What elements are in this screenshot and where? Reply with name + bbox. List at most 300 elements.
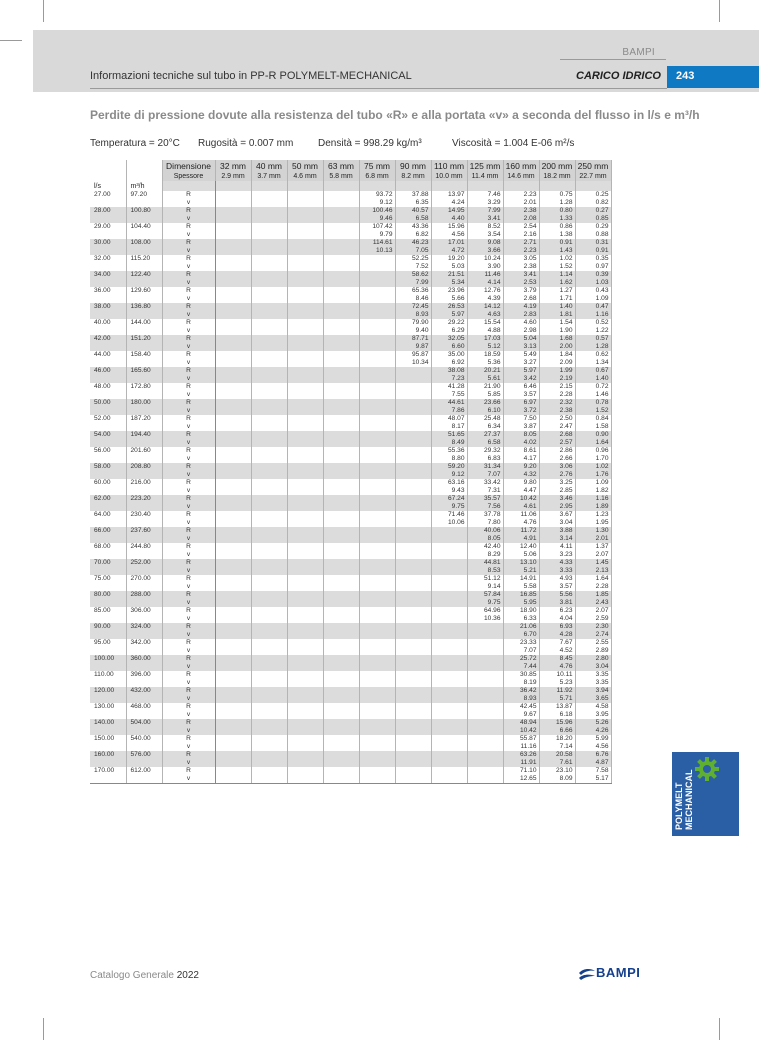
value-cell [359,287,395,295]
value-cell: 6.76 [575,751,611,759]
value-cell: 4.93 [539,575,575,583]
table-row [90,679,611,687]
velocity-label: v [162,263,215,271]
value-cell [359,679,395,687]
value-cell [359,319,395,327]
flow-ls-cell [90,519,126,527]
value-cell: 2.83 [503,311,539,319]
resistance-label: R [162,319,215,327]
value-cell: 21.06 [503,623,539,631]
flow-ls-cell [90,295,126,303]
value-cell: 6.34 [467,423,503,431]
value-cell [251,359,287,367]
value-cell [431,679,467,687]
value-cell [323,295,359,303]
table-row [90,663,611,671]
value-cell: 0.91 [539,239,575,247]
value-cell: 3.42 [503,375,539,383]
value-cell [251,407,287,415]
value-cell: 41.28 [431,383,467,391]
header-section: CARICO IDRICO [576,70,661,82]
thickness-header-row [90,171,611,181]
value-cell [215,215,251,223]
value-cell [323,671,359,679]
value-cell [287,591,323,599]
flow-ls-cell [90,487,126,495]
flow-m3h-cell [126,631,162,639]
value-cell [323,487,359,495]
resistance-label: R [162,511,215,519]
flow-m3h-cell [126,599,162,607]
value-cell: 100.46 [359,207,395,215]
value-cell: 0.91 [575,247,611,255]
value-cell: 9.75 [431,503,467,511]
value-cell: 7.46 [467,191,503,199]
flow-ls-cell [90,263,126,271]
thickness-header: 22.7 mm [575,171,611,181]
value-cell: 1.76 [575,471,611,479]
value-cell: 6.18 [539,711,575,719]
flow-m3h-cell: 230.40 [126,511,162,519]
value-cell: 7.07 [503,647,539,655]
value-cell: 17.01 [431,239,467,247]
table-row [90,295,611,303]
table-row [90,199,611,207]
value-cell: 5.17 [575,775,611,783]
value-cell [431,727,467,735]
value-cell [323,559,359,567]
value-cell [251,615,287,623]
value-cell: 2.09 [539,359,575,367]
value-cell [359,359,395,367]
value-cell: 4.76 [539,663,575,671]
resistance-label: R [162,271,215,279]
flow-ls-cell: 85.00 [90,607,126,615]
value-cell: 1.28 [575,343,611,351]
value-cell: 4.56 [431,231,467,239]
value-cell [323,711,359,719]
value-cell: 4.40 [431,215,467,223]
value-cell: 2.54 [503,223,539,231]
value-cell [395,527,431,535]
velocity-label: v [162,535,215,543]
value-cell: 2.08 [503,215,539,223]
value-cell: 4.88 [467,327,503,335]
flow-m3h-cell [126,391,162,399]
unit-header-spacer [359,181,395,191]
value-cell [251,535,287,543]
value-cell [287,431,323,439]
value-cell: 6.46 [503,383,539,391]
value-cell [395,671,431,679]
flow-ls-cell [90,535,126,543]
value-cell: 4.33 [539,559,575,567]
value-cell [359,303,395,311]
flow-m3h-cell: 208.80 [126,463,162,471]
value-cell [287,567,323,575]
value-cell [215,511,251,519]
resistance-label: R [162,575,215,583]
flow-m3h-cell [126,567,162,575]
value-cell: 11.46 [467,271,503,279]
value-cell: 8.17 [431,423,467,431]
value-cell [359,295,395,303]
flow-ls-cell: 110.00 [90,671,126,679]
value-cell [395,663,431,671]
resistance-label: R [162,383,215,391]
flow-m3h-cell: 360.00 [126,655,162,663]
value-cell [323,551,359,559]
value-cell: 57.84 [467,591,503,599]
value-cell [251,767,287,775]
value-cell [287,679,323,687]
value-cell [287,551,323,559]
value-cell: 2.98 [503,327,539,335]
flow-ls-cell [90,727,126,735]
table-row [90,375,611,383]
value-cell: 3.14 [539,535,575,543]
value-cell: 7.61 [539,759,575,767]
value-cell [251,383,287,391]
value-cell [287,255,323,263]
value-cell [323,343,359,351]
table-row [90,399,611,407]
value-cell: 1.46 [575,391,611,399]
value-cell [431,751,467,759]
value-cell: 1.70 [575,455,611,463]
value-cell [287,455,323,463]
value-cell [323,239,359,247]
thickness-header: 10.0 mm [431,171,467,181]
value-cell [467,631,503,639]
value-cell [251,727,287,735]
dimension-header: 250 mm [575,160,611,171]
value-cell [431,543,467,551]
value-cell [251,327,287,335]
value-cell [395,711,431,719]
value-cell [359,391,395,399]
flow-ls-cell: 80.00 [90,591,126,599]
value-cell [287,391,323,399]
flow-ls-cell: 44.00 [90,351,126,359]
flow-m3h-cell: 306.00 [126,607,162,615]
value-cell: 2.13 [575,567,611,575]
value-cell: 2.32 [539,399,575,407]
value-cell: 37.88 [395,191,431,199]
value-cell [467,735,503,743]
value-cell [359,399,395,407]
header-brand: BAMPI [622,47,655,58]
value-cell: 8.05 [467,535,503,543]
value-cell [467,639,503,647]
flow-m3h-cell: 136.80 [126,303,162,311]
flow-m3h-cell: 216.00 [126,479,162,487]
table-row [90,239,611,247]
flow-m3h-cell [126,727,162,735]
value-cell [215,263,251,271]
value-cell [323,743,359,751]
value-cell [395,479,431,487]
value-cell [359,271,395,279]
value-cell [215,583,251,591]
value-cell [251,263,287,271]
flow-m3h-cell [126,535,162,543]
flow-ls-cell: 90.00 [90,623,126,631]
value-cell: 5.58 [503,583,539,591]
value-cell: 8.46 [395,295,431,303]
value-cell [431,703,467,711]
value-cell: 1.40 [539,303,575,311]
resistance-label: R [162,607,215,615]
value-cell: 3.04 [575,663,611,671]
velocity-label: v [162,679,215,687]
value-cell: 29.32 [467,447,503,455]
resistance-label: R [162,559,215,567]
value-cell: 5.97 [431,311,467,319]
flow-m3h-cell: 172.80 [126,383,162,391]
value-cell: 55.36 [431,447,467,455]
value-cell: 2.55 [575,639,611,647]
value-cell [395,447,431,455]
value-cell: 58.62 [395,271,431,279]
value-cell: 1.34 [575,359,611,367]
value-cell [359,631,395,639]
flow-m3h-cell: 396.00 [126,671,162,679]
value-cell [323,767,359,775]
value-cell [431,559,467,567]
value-cell [287,735,323,743]
value-cell: 3.35 [575,671,611,679]
flow-m3h-cell: 342.00 [126,639,162,647]
value-cell: 3.67 [539,511,575,519]
value-cell [215,471,251,479]
value-cell: 23.66 [467,399,503,407]
value-cell [215,527,251,535]
value-cell: 2.01 [503,199,539,207]
value-cell: 3.65 [575,695,611,703]
flow-m3h-cell: 237.60 [126,527,162,535]
value-cell [359,591,395,599]
value-cell [431,591,467,599]
resistance-label: R [162,239,215,247]
velocity-label: v [162,455,215,463]
flow-ls-cell [90,631,126,639]
dimension-header: 200 mm [539,160,575,171]
flow-ls-cell: 170.00 [90,767,126,775]
value-cell: 7.07 [467,471,503,479]
table-row [90,255,611,263]
value-cell [215,239,251,247]
value-cell: 1.16 [575,311,611,319]
table-row [90,287,611,295]
flow-ls-cell [90,471,126,479]
value-cell [287,639,323,647]
value-cell [287,239,323,247]
flow-m3h-cell [126,487,162,495]
value-cell: 43.36 [395,223,431,231]
value-cell [467,671,503,679]
value-cell [251,735,287,743]
value-cell [395,543,431,551]
value-cell [467,751,503,759]
value-cell: 2.76 [539,471,575,479]
value-cell [215,407,251,415]
value-cell: 5.99 [575,735,611,743]
value-cell [215,207,251,215]
table-row [90,695,611,703]
flow-ls-cell: 46.00 [90,367,126,375]
value-cell: 15.96 [431,223,467,231]
value-cell [323,199,359,207]
flow-ls-cell: 38.00 [90,303,126,311]
value-cell: 2.53 [503,279,539,287]
value-cell: 6.60 [431,343,467,351]
value-cell: 2.74 [575,631,611,639]
value-cell [359,511,395,519]
value-cell: 0.43 [575,287,611,295]
value-cell [323,327,359,335]
flow-ls-cell [90,215,126,223]
flow-m3h-cell [126,583,162,591]
value-cell [215,439,251,447]
value-cell [287,695,323,703]
value-cell [395,455,431,463]
flow-m3h-cell [126,199,162,207]
value-cell: 63.26 [503,751,539,759]
table-row [90,447,611,455]
value-cell [395,743,431,751]
value-cell [323,207,359,215]
value-cell [359,559,395,567]
value-cell: 25.72 [503,655,539,663]
velocity-label: v [162,759,215,767]
value-cell: 4.04 [539,615,575,623]
table-row [90,383,611,391]
table-row [90,343,611,351]
value-cell [467,663,503,671]
table-row [90,551,611,559]
value-cell [287,415,323,423]
value-cell [359,455,395,463]
value-cell [251,703,287,711]
value-cell [287,767,323,775]
velocity-label: v [162,631,215,639]
value-cell [251,303,287,311]
flow-m3h-cell [126,231,162,239]
table-row [90,223,611,231]
value-cell [251,551,287,559]
value-cell [323,631,359,639]
flow-m3h-cell [126,551,162,559]
value-cell: 30.85 [503,671,539,679]
value-cell: 0.75 [539,191,575,199]
flow-m3h-cell: 504.00 [126,719,162,727]
table-row [90,527,611,535]
value-cell [323,751,359,759]
value-cell: 18.20 [539,735,575,743]
value-cell [251,287,287,295]
value-cell [359,583,395,591]
resistance-label: R [162,335,215,343]
resistance-label: R [162,703,215,711]
value-cell [467,679,503,687]
resistance-label: R [162,303,215,311]
value-cell [251,375,287,383]
value-cell [323,663,359,671]
value-cell [431,663,467,671]
table-row [90,719,611,727]
value-cell [215,495,251,503]
resistance-label: R [162,687,215,695]
resistance-label: R [162,591,215,599]
flow-ls-cell: 66.00 [90,527,126,535]
flow-m3h-cell [126,759,162,767]
value-cell [359,471,395,479]
flow-ls-cell: 62.00 [90,495,126,503]
table-row [90,191,611,199]
flow-ls-cell: 36.00 [90,287,126,295]
flow-ls-cell: 68.00 [90,543,126,551]
value-cell [251,743,287,751]
value-cell: 2.38 [539,407,575,415]
value-cell [215,191,251,199]
value-cell [323,495,359,503]
value-cell: 2.00 [539,343,575,351]
value-cell [359,367,395,375]
flow-ls-cell [90,711,126,719]
table-row [90,623,611,631]
value-cell [359,279,395,287]
value-cell: 5.97 [503,367,539,375]
value-cell: 1.38 [539,231,575,239]
value-cell: 0.67 [575,367,611,375]
unit-header-spacer [431,181,467,191]
resistance-label: R [162,431,215,439]
resistance-label: R [162,543,215,551]
value-cell: 2.43 [575,599,611,607]
value-cell [359,535,395,543]
value-cell [359,623,395,631]
value-cell: 1.62 [539,279,575,287]
unit-header-row [90,181,611,191]
value-cell [323,247,359,255]
flow-m3h-cell [126,423,162,431]
flow-m3h-cell [126,359,162,367]
value-cell [467,703,503,711]
value-cell: 36.42 [503,687,539,695]
value-cell: 8.93 [395,311,431,319]
value-cell [323,391,359,399]
value-cell: 0.78 [575,399,611,407]
resistance-label: R [162,447,215,455]
value-cell: 1.03 [575,279,611,287]
flow-m3h-cell: 151.20 [126,335,162,343]
value-cell: 0.25 [575,191,611,199]
resistance-label: R [162,287,215,295]
table-row [90,639,611,647]
dimension-header: 125 mm [467,160,503,171]
value-cell [431,767,467,775]
value-cell [215,199,251,207]
value-cell [359,751,395,759]
value-cell: 6.92 [431,359,467,367]
value-cell: 1.85 [575,591,611,599]
value-cell [323,527,359,535]
value-cell [431,631,467,639]
flow-m3h-cell [126,743,162,751]
flow-ls-cell [90,407,126,415]
value-cell: 0.80 [539,207,575,215]
